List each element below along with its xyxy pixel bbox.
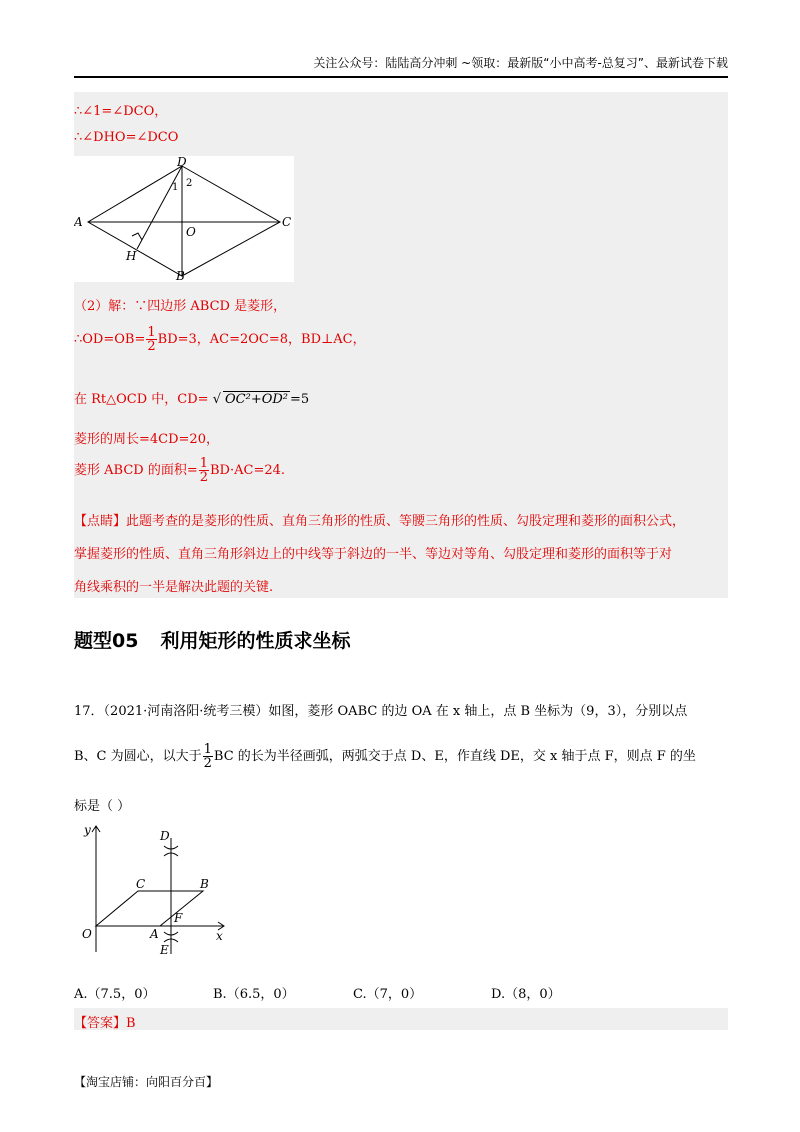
fraction-half	[146, 326, 156, 353]
axis-label-x: x	[216, 929, 223, 943]
frac-num: 1	[203, 742, 212, 757]
q2-post: BC 的长为半径画弧，两弧交于点 D、E，作直线 DE，交 x 轴于点 F，则点 F 的坐	[213, 749, 696, 764]
page-header	[74, 56, 728, 78]
label-b: B	[176, 269, 185, 282]
frac-den: 2	[199, 470, 208, 485]
header-text: 关注公众号：陆陆高分冲刺 ~领取：最新版“小中高考-总复习”、最新试卷下载	[313, 56, 728, 70]
section-title: 利用矩形的性质求坐标	[160, 630, 351, 652]
cd-post: =5	[290, 392, 310, 407]
option-d-value: （8，0）	[505, 987, 561, 1002]
frac-den: 2	[203, 756, 212, 771]
frac-den: 2	[147, 339, 156, 354]
area-post: BD·AC=24.	[210, 463, 286, 478]
solution2-cd-line	[74, 388, 309, 407]
option-b[interactable]	[213, 983, 295, 1002]
solution2-intro: （2）解：∵四边形 ABCD 是菱形，	[74, 299, 287, 314]
fraction-half	[199, 457, 209, 484]
section-label: 题型05	[74, 630, 139, 652]
option-a-value: （7.5，0）	[87, 987, 156, 1002]
label-d: D	[160, 829, 170, 843]
label-a: A	[74, 215, 83, 229]
frac-num: 1	[199, 456, 208, 471]
label-a: A	[150, 927, 159, 941]
label-b: B	[200, 877, 209, 891]
solution2-area-line	[74, 457, 285, 484]
dianjing-line-3: 角线乘积的一半是解决此题的关键.	[74, 580, 274, 595]
option-b-letter: B.	[213, 987, 227, 1002]
option-c-value: （7，0）	[366, 987, 423, 1002]
label-o: O	[82, 927, 92, 941]
cd-pre: 在 Rt△OCD 中，CD=	[74, 392, 209, 407]
dianjing-line-1: 【点睛】此题考查的是菱形的性质、直角三角形的性质、等腰三角形的性质、勾股定理和菱形的面积公式，	[74, 514, 686, 529]
od-post: BD=3，AC=2OC=8，BD⊥AC，	[157, 332, 366, 347]
section-heading	[74, 626, 350, 653]
solution2-perimeter: 菱形的周长=4CD=20，	[74, 432, 219, 447]
axis-label-y: y	[84, 823, 91, 837]
answer-text: 【答案】B	[74, 1016, 136, 1031]
option-d[interactable]	[491, 983, 561, 1002]
od-pre: ∴OD=OB=	[74, 332, 146, 347]
coordinate-figure	[74, 822, 234, 962]
label-angle-2: 2	[186, 178, 193, 189]
label-c: C	[282, 215, 292, 229]
option-c[interactable]	[353, 983, 422, 1002]
rhombus-figure	[74, 156, 294, 282]
sqrt-radicand: OC²+OD²	[225, 392, 289, 407]
option-d-letter: D.	[491, 987, 506, 1002]
question-line-3: 标是（ ）	[74, 799, 131, 814]
option-b-value: （6.5，0）	[226, 987, 295, 1002]
page-footer: 【淘宝店铺：向阳百分百】	[74, 1075, 219, 1089]
sqrt-expression: √ OC²+OD² =5	[212, 392, 310, 407]
dianjing-line-2: 掌握菱形的性质、直角三角形斜边上的中线等于斜边的一半、等边对等角、勾股定理和菱形的面积等于对	[74, 547, 673, 562]
option-a-letter: A.	[74, 987, 88, 1002]
label-d: D	[177, 156, 187, 169]
answer-shaded-block	[74, 1008, 728, 1030]
question-line-2	[74, 743, 696, 770]
area-pre: 菱形 ABCD 的面积=	[74, 463, 198, 478]
label-o: O	[186, 225, 196, 239]
q2-pre: B、C 为圆心，以大于	[74, 749, 202, 764]
label-e: E	[160, 943, 169, 957]
option-c-letter: C.	[353, 987, 367, 1002]
label-angle-1: 1	[172, 182, 179, 193]
option-a[interactable]	[74, 983, 155, 1002]
question-line-1: 17．（2021·河南洛阳·统考三模）如图，菱形 OABC 的边 OA 在 x 轴上，点 B 坐标为（9，3），分别以点	[74, 704, 688, 719]
frac-num: 1	[147, 325, 156, 340]
label-f: F	[174, 911, 183, 925]
solution-line-1: ∴∠1=∠DCO，	[74, 104, 168, 119]
label-c: C	[136, 877, 146, 891]
fraction-half	[203, 743, 213, 770]
solution-line-2: ∴∠DHO=∠DCO	[74, 130, 179, 145]
solution2-od-line	[74, 326, 366, 353]
label-h: H	[126, 249, 137, 263]
